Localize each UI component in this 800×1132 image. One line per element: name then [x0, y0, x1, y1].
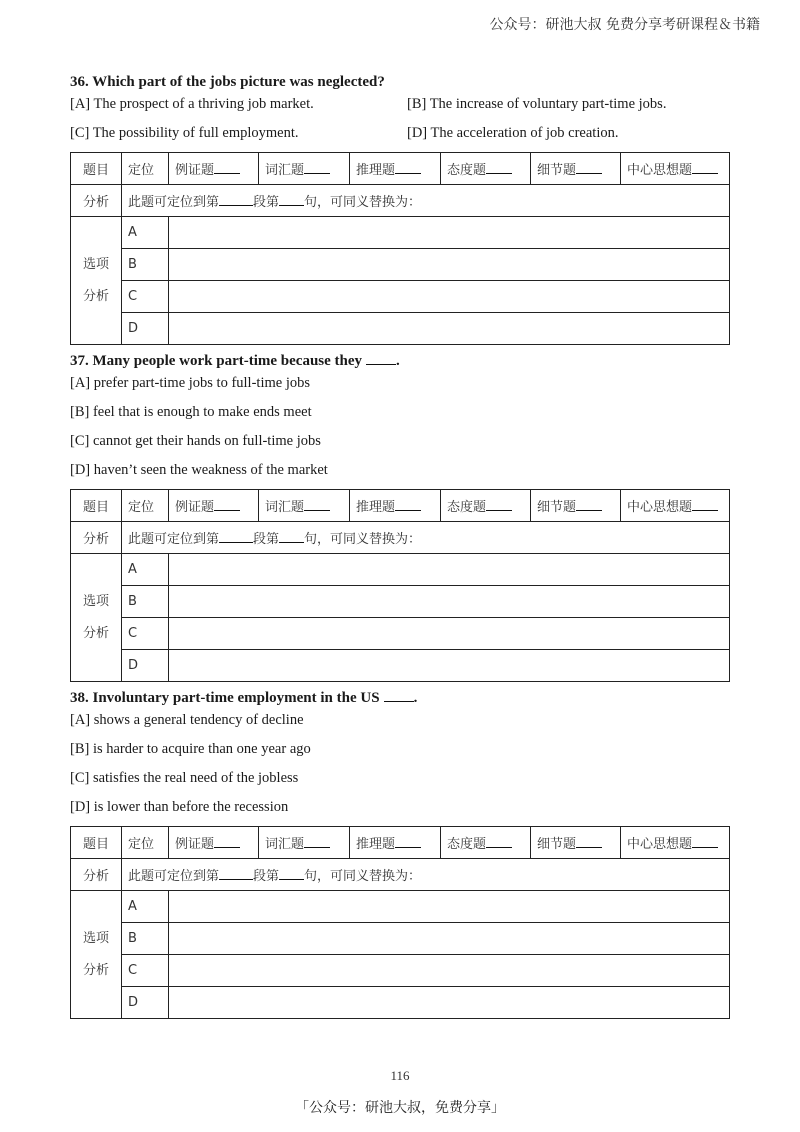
type-vocab: 词汇题 — [259, 490, 350, 522]
type-example: 例证题 — [169, 153, 259, 185]
question-title: 36. Which part of the jobs picture was neglected? — [70, 74, 385, 90]
locate-text: 此题可定位到第 段第 句，可同义替换为： — [122, 859, 730, 891]
locate-text: 此题可定位到第 段第 句，可同义替换为： — [122, 522, 730, 554]
options-list — [70, 373, 728, 489]
option-letter-c: C — [122, 955, 169, 987]
locate-text: 此题可定位到第 段第 句，可同义替换为： — [122, 185, 730, 217]
question-37 — [70, 351, 728, 682]
option-letter-d: D — [122, 987, 169, 1019]
row-label-fenxi: 分析 — [71, 859, 122, 891]
type-attitude: 态度题 — [441, 490, 531, 522]
option-row-c — [71, 281, 730, 313]
type-inference: 推理题 — [350, 827, 441, 859]
question-title: 37. Many people work part-time because they . — [70, 353, 400, 369]
type-locate: 定位 — [122, 153, 169, 185]
options-list — [70, 94, 728, 152]
option-analysis-field — [169, 281, 730, 313]
page-content — [70, 72, 728, 1019]
options-list — [70, 710, 728, 826]
option-row-b — [71, 249, 730, 281]
option-analysis-label: 选项 分析 — [71, 891, 122, 1019]
locate-row — [71, 185, 730, 217]
question-36 — [70, 72, 728, 345]
type-main-idea: 中心思想题 — [621, 153, 730, 185]
row-label-timu: 题目 — [71, 827, 122, 859]
row-label-timu: 题目 — [71, 153, 122, 185]
type-attitude: 态度题 — [441, 153, 531, 185]
locate-row — [71, 522, 730, 554]
types-row — [71, 153, 730, 185]
type-detail: 细节题 — [531, 827, 621, 859]
option-row-a — [71, 217, 730, 249]
option-letter-c: C — [122, 618, 169, 650]
question-38 — [70, 688, 728, 1019]
analysis-table — [70, 826, 730, 1019]
type-locate: 定位 — [122, 490, 169, 522]
option-a: [A] shows a general tendency of decline — [70, 712, 304, 728]
option-letter-a: A — [122, 217, 169, 249]
option-d: [D] is lower than before the recession — [70, 799, 289, 815]
types-row — [71, 827, 730, 859]
option-analysis-field — [169, 955, 730, 987]
option-c: [C] satisfies the real need of the jobless — [70, 770, 299, 786]
option-row-b — [71, 923, 730, 955]
option-analysis-field — [169, 313, 730, 345]
option-letter-c: C — [122, 281, 169, 313]
row-label-fenxi: 分析 — [71, 185, 122, 217]
option-analysis-field — [169, 923, 730, 955]
option-analysis-label: 选项 分析 — [71, 554, 122, 682]
option-analysis-field — [169, 554, 730, 586]
analysis-table — [70, 152, 730, 345]
option-letter-b: B — [122, 586, 169, 618]
option-row-c — [71, 955, 730, 987]
analysis-table — [70, 489, 730, 682]
option-row-d — [71, 650, 730, 682]
option-analysis-field — [169, 249, 730, 281]
type-detail: 细节题 — [531, 153, 621, 185]
answer-blank — [366, 352, 396, 365]
option-analysis-field — [169, 618, 730, 650]
option-row-a — [71, 554, 730, 586]
type-attitude: 态度题 — [441, 827, 531, 859]
type-main-idea: 中心思想题 — [621, 827, 730, 859]
row-label-fenxi: 分析 — [71, 522, 122, 554]
answer-blank — [384, 689, 414, 702]
type-inference: 推理题 — [350, 153, 441, 185]
type-example: 例证题 — [169, 490, 259, 522]
row-label-timu: 题目 — [71, 490, 122, 522]
option-analysis-field — [169, 987, 730, 1019]
option-letter-b: B — [122, 249, 169, 281]
type-vocab: 词汇题 — [259, 827, 350, 859]
option-row-a — [71, 891, 730, 923]
type-inference: 推理题 — [350, 490, 441, 522]
type-main-idea: 中心思想题 — [621, 490, 730, 522]
option-letter-a: A — [122, 554, 169, 586]
option-letter-a: A — [122, 891, 169, 923]
option-row-d — [71, 313, 730, 345]
option-d: [D] The acceleration of job creation. — [407, 125, 619, 141]
locate-row — [71, 859, 730, 891]
footer-text: 「公众号：研池大叔，免费分享」 — [295, 1100, 505, 1116]
option-d: [D] haven’t seen the weakness of the market — [70, 462, 328, 478]
option-analysis-field — [169, 217, 730, 249]
types-row — [71, 490, 730, 522]
option-row-b — [71, 586, 730, 618]
option-letter-b: B — [122, 923, 169, 955]
option-analysis-field — [169, 586, 730, 618]
option-letter-d: D — [122, 650, 169, 682]
option-row-d — [71, 987, 730, 1019]
option-analysis-field — [169, 650, 730, 682]
option-letter-d: D — [122, 313, 169, 345]
type-locate: 定位 — [122, 827, 169, 859]
option-b: [B] The increase of voluntary part-time jobs. — [407, 96, 667, 112]
option-analysis-field — [169, 891, 730, 923]
type-vocab: 词汇题 — [259, 153, 350, 185]
option-c: [C] The possibility of full employment. — [70, 125, 299, 141]
option-a: [A] prefer part-time jobs to full-time jobs — [70, 375, 310, 391]
type-detail: 细节题 — [531, 490, 621, 522]
option-analysis-label: 选项 分析 — [71, 217, 122, 345]
option-a: [A] The prospect of a thriving job market. — [70, 96, 314, 112]
option-row-c — [71, 618, 730, 650]
type-example: 例证题 — [169, 827, 259, 859]
option-b: [B] is harder to acquire than one year ago — [70, 741, 311, 757]
option-c: [C] cannot get their hands on full-time jobs — [70, 433, 321, 449]
header-watermark: 公众号：研池大叔 免费分享考研课程＆书籍 — [489, 17, 760, 33]
question-title: 38. Involuntary part-time employment in the US . — [70, 690, 418, 706]
page-number: 116 — [390, 1068, 410, 1083]
option-b: [B] feel that is enough to make ends meet — [70, 404, 312, 420]
